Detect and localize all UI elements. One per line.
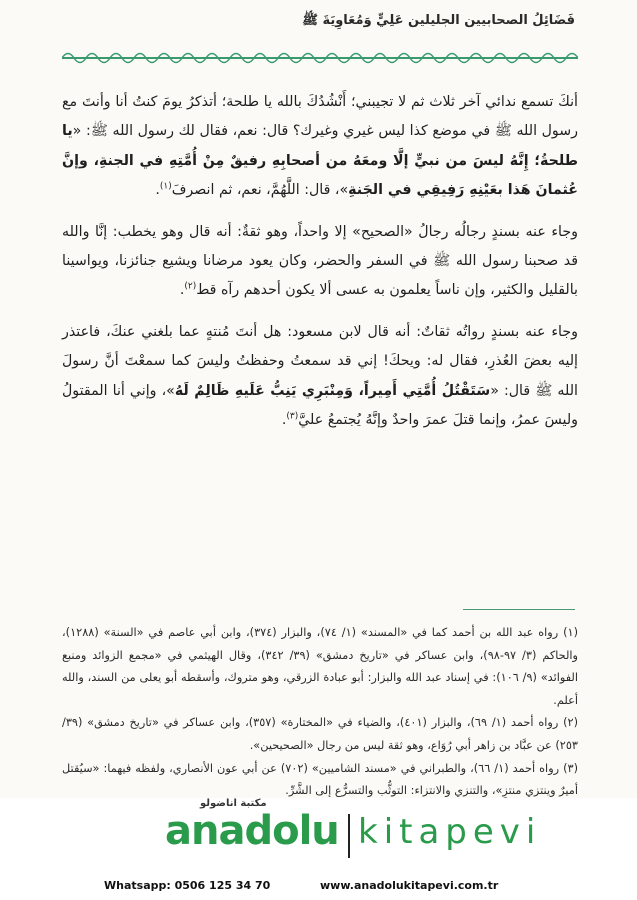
paragraph-3-tail: »، وإني أنا المقتولُ وليسَ عمرُ، وإنما قتلَ عمرَ واحدٌ وإنَّهُ يُجتمعُ عليَّ <box>62 382 578 429</box>
hadith-quote-2: سَتَقْتُلُ أُمَّتِي أَمِيراً، وَمِنْبَرِي يَنِبُّ عَلَيهِ ظَالِمٌ لَهُ <box>174 382 491 399</box>
paragraph-3: وجاء عنه بسندٍ رواتُه ثقاتٌ: أنه قال لابن مسعود: هل أنتَ مُنتهٍ عما بلغني عنكَ، فاعتذر إليه بعضَ العُذرِ، فقال له: ويحكَ! إني قد سمعتُ وحفظتُ وليسَ كما سمعْتَ أنَّ رسولَ الله ﷺ قال: «سَتَقْتُلُ أُمَّتِي أَمِيراً، وَمِنْبَرِي يَنِبُّ عَلَيهِ ظَالِمٌ لَهُ»، وإني أنا المقتولُ وليسَ عمرُ، وإنما قتلَ عمرَ واحدٌ وإنَّهُ يُجتمعُ عليَّ$^{(٣)}$. <box>62 323 578 429</box>
publisher-banner <box>0 798 637 900</box>
footnote-3: (٣) رواه أحمد (١/ ٦٦)، والطبراني في «مسند الشاميين» (٧٠٢) عن أبي عون الأنصاري، ولفظه فيهما: «سيُقتل أميرٌ وينتزي منتزٍ»، والتنزي والانتزاء: التوثُّب والتسرُّع إلى الشَّرِّ. <box>62 761 578 798</box>
whatsapp-contact[interactable]: Whatsapp: 0506 125 34 70 <box>104 879 271 892</box>
brand-suffix: kitapevi <box>358 812 542 852</box>
ornament-border <box>62 48 578 68</box>
footnote-separator <box>463 609 575 610</box>
website-link[interactable]: www.anadolukitapevi.com.tr <box>320 879 499 892</box>
paragraph-1-text: أنكَ تسمع ندائي آخر ثلاث ثم لا تجيبني؛ أَنْشُدُكَ بالله يا طلحة؛ أتذكرُ يومَ كنتُ أنا وأنتَ مع رسول الله ﷺ في موضع كذا ليس غيري وغيرك؟ قال: نعم، فقال لك رسول الله ﷺ: « <box>62 94 578 140</box>
running-header: فَضَائِلُ الصحابيين الجليلين عَلِيٍّ وَمُعَاوِيَةَ ﷺ <box>302 13 575 28</box>
hadith-quote-1: يا طلحةُ؛ إِنَّهُ ليسَ من نبيٍّ إلَّا ومعَهُ من أصحابِهِ رفيقٌ مِنْ أُمَّتِهِ في الجنةِ، وإنَّ عُثمانَ هَذا بعَيْنِهِ رَفِيقِي في الجَنةِ <box>62 123 578 199</box>
main-text <box>62 88 578 447</box>
paragraph-1-tail: »، قال: اللَّهُمَّ، نعم، ثم انصرفَ <box>171 182 349 199</box>
paragraph-2-text: وجاء عنه بسندٍ رجالُه رجالُ «الصحيح» إلا واحداً، وهو ثقةٌ: أنه قال وهو يخطب: إنَّا والله قد صحبنا رسول الله ﷺ في السفر والحضر، وكان يعود مرضانا ويشيع جنائزنا، ويواسينا بالقليل والكثير، وإن ناساً يعلمون به عسى ألا يكون أحدهم رآه قط <box>62 223 578 299</box>
footnote-2: (٢) رواه أحمد (١/ ٦٩)، والبزار (٤٠١)، والضياء في «المختارة» (٣٥٧)، وابن عساكر في «تاريخ دمشق» (٣٩/ ٢٥٣) عن عبَّاد بن زاهر أبي رُوَاع، وهو ثقة ليس من رجال «الصحيحين». <box>62 716 579 752</box>
paragraph-1: أنكَ تسمع ندائي آخر ثلاث ثم لا تجيبني؛ أَنْشُدُكَ بالله يا طلحة؛ أتذكرُ يومَ كنتُ أنا وأنتَ مع رسول الله ﷺ في موضع كذا ليس غيري وغيرك؟ قال: نعم، فقال لك رسول الله ﷺ: «يا طلحةُ؛ إِنَّهُ ليسَ من نبيٍّ إلَّا ومعَهُ من أصحابِهِ رفيقٌ مِنْ أُمَّتِهِ في الجنةِ، وإنَّ عُثمانَ هَذا بعَيْنِهِ رَفِيقِي في الجَنةِ»، قال: اللَّهُمَّ، نعم، ثم انصرفَ$^{(١)}$. <box>62 94 578 199</box>
brand-divider <box>348 814 350 858</box>
paragraph-2: وجاء عنه بسندٍ رجالُه رجالُ «الصحيح» إلا واحداً، وهو ثقةٌ: أنه قال وهو يخطب: إنَّا والله قد صحبنا رسول الله ﷺ في السفر والحضر، وكان يعود مرضانا ويشيع جنائزنا، ويواسينا بالقليل والكثير، وإن ناساً يعلمون به عسى ألا يكون أحدهم رآه قط$^{(٢)}$. <box>62 223 578 299</box>
brand-name: anadolu <box>165 808 339 854</box>
footnotes <box>62 622 578 803</box>
paragraph-3-text: وجاء عنه بسندٍ رواتُه ثقاتٌ: أنه قال لابن مسعود: هل أنتَ مُنتهٍ عما بلغني عنكَ، فاعتذر إليه بعضَ العُذرِ، فقال له: ويحكَ! إني قد سمعتُ وحفظتُ وليسَ كما سمعْتَ أنَّ رسولَ الله ﷺ قال: « <box>62 323 578 399</box>
brand-arabic: مكتبة اناضولو <box>200 798 267 809</box>
footnote-ref-3[interactable]: (٣) <box>286 411 299 422</box>
footnote-ref-1[interactable]: (١) <box>159 181 172 192</box>
footnote-1: (١) رواه عبد الله بن أحمد كما في «المسند» (١/ ٧٤)، والبزار (٣٧٤)، وابن أبي عاصم في «السنة» (١٢٨٨)، والحاكم (٣/ ٩٧-٩٨)، وابن عساكر في «تاريخ دمشق» (٣٩/ ٣٤٢)، وقال الهيثمي في «مجمع الزوائد ومنبع الفوائد» (٩/ ١٠٦): في إسناد عبد الله والبزار: أبو عبادة الزرقي، وهو متروك، وأسقطه أبو يعلى من السند، والله أعلم. <box>62 626 578 707</box>
footnote-ref-2[interactable]: (٢) <box>184 281 197 292</box>
